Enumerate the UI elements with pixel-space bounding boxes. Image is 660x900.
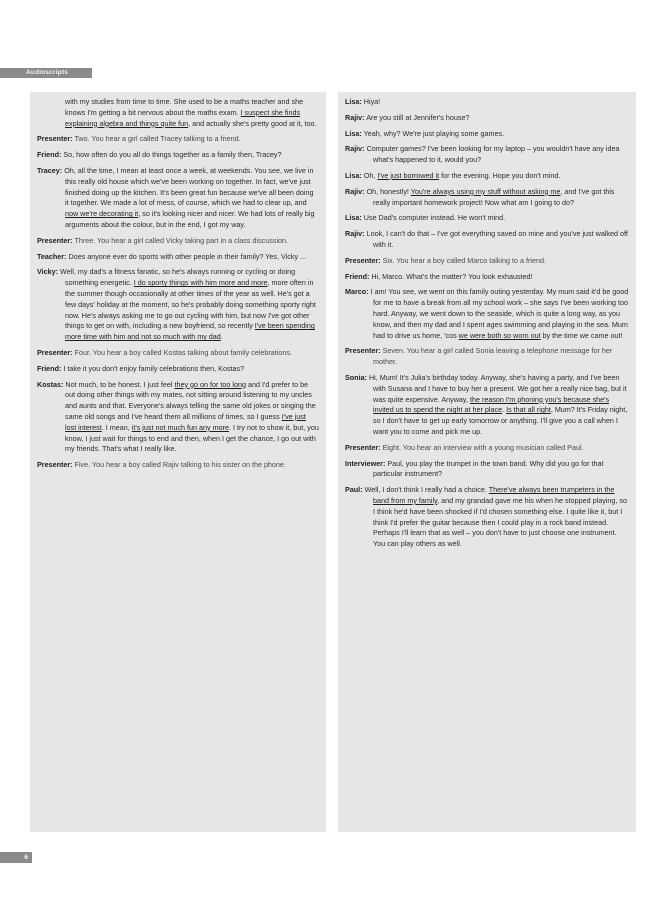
audioscript-column-right bbox=[338, 92, 636, 832]
underlined-answer: we were both so worn out bbox=[458, 330, 541, 340]
section-header-label: Audioscripts bbox=[26, 69, 69, 76]
speaker-name: Marco: bbox=[345, 287, 369, 297]
script-line-marco: Marco: I am! You see, we went on this family outing yesterday. My mum said it'd be good for me to have a break from all my school work – she says I've been working too hard. Anyway, we went down to the seaside, which is quite a long way, as you know, and then my dad and I spent ages swimming and playing in the sea. Mum had to drive us home, 'cos we were both so worn out by the time we came out! bbox=[345, 287, 629, 340]
speaker-name: Friend: bbox=[37, 150, 62, 160]
underlined-answer: it's just not much fun any more bbox=[131, 422, 229, 432]
script-line-presenter: Presenter: Three. You hear a girl called Vicky taking part in a class discussion. bbox=[37, 235, 289, 245]
script-line-rajiv: Rajiv: Are you still at Jennifer's house? bbox=[345, 112, 470, 122]
script-line-presenter: Presenter: Two. You hear a girl called Tracey talking to a friend. bbox=[37, 134, 241, 144]
underlined-answer: I've been spending more time with him and not so much with my dad bbox=[65, 321, 315, 342]
script-line-presenter: Presenter: Eight. You hear an interview with a young musician called Paul. bbox=[345, 442, 584, 452]
script-line-rajiv: Rajiv: Oh, honestly! You're always using my stuff without asking me, and I've got this really important homework project! Now what am I going to do? bbox=[345, 186, 615, 207]
speaker-name: Lisa: bbox=[345, 213, 362, 223]
speaker-name: Interviewer: bbox=[345, 458, 386, 468]
page-number: 6 bbox=[24, 854, 28, 861]
script-line-rajiv: Rajiv: Look, I can't do that – I've got everything saved on mine and you've just walked off with it. bbox=[345, 229, 628, 249]
script-line-friend: Friend: So, how often do you all do things together as a family then, Tracey? bbox=[37, 150, 282, 160]
underlined-answer: I do sporty things with him more and more bbox=[133, 278, 268, 288]
underlined-answer: I suspect she finds explaining algebra and things quite fun bbox=[65, 107, 301, 128]
script-line-presenter: Presenter: Seven. You hear a girl called Sonia leaving a telephone message for her mother. bbox=[345, 346, 613, 367]
underlined-answer: I've just lost interest bbox=[65, 411, 306, 432]
script-line-lisa: Lisa: Yeah, why? We're just playing some games. bbox=[345, 128, 505, 138]
underlined-answer: now we're decorating it bbox=[65, 209, 139, 219]
speaker-name: Lisa: bbox=[345, 170, 362, 180]
underlined-answer: the reason I'm phoning you's because she's invited us to spend the night at her place bbox=[373, 394, 610, 415]
speaker-name: Presenter: bbox=[37, 134, 73, 144]
audioscript-column-left bbox=[30, 92, 326, 832]
script-line-teacher: Teacher: Does anyone ever do sports with other people in their family? Yes, Vicky ... bbox=[37, 251, 307, 261]
speaker-name: Lisa: bbox=[345, 97, 362, 106]
speaker-name: Friend: bbox=[345, 271, 370, 281]
speaker-name: Tracey: bbox=[37, 165, 63, 175]
script-line-tracey: Tracey: Oh, all the time, I mean at least once a week, at weekends. You see, we live in this really old house which we've been working on together. In fact, we've just finished doing up the kitchen. It's been great fun because we've all been doing it together. We made a lot of mess, of course, which we had to clear up, and now we're decorating it, so it's looking nicer and nicer. We had lots of really big arguments about the colour, but in the end, I got my way. bbox=[37, 165, 315, 229]
section-header-bar bbox=[0, 68, 92, 78]
script-line-friend: Friend: Hi, Marco. What's the matter? You look exhausted! bbox=[345, 271, 533, 281]
script-line-lisa: Lisa: Oh, I've just borrowed it for the evening. Hope you don't mind. bbox=[345, 170, 561, 180]
speaker-name: Rajiv: bbox=[345, 144, 365, 154]
script-line-presenter: Presenter: Five. You hear a boy called Rajiv talking to his sister on the phone. bbox=[37, 460, 286, 470]
speaker-name: Presenter: bbox=[37, 460, 73, 470]
underlined-answer: You're always using my stuff without asking me bbox=[410, 186, 561, 196]
script-line-kostas: Kostas: Not much, to be honest. I just feel they go on for too long and I'd prefer to be out doing other things with my mates, not sitting around listening to my uncles and aunts and that. Everyone's always telling the same old jokes or singing the same old songs and I've heard them all millions of times, so I guess I've just lost interest. I mean, it's just not much fun any more. I try not to show it, but, you know, I just wait for things to end and then, when I get the chance, I go out with my friends. That's what I really like. bbox=[37, 379, 319, 454]
speaker-name: Lisa: bbox=[345, 128, 362, 138]
speaker-name: Rajiv: bbox=[345, 229, 365, 239]
script-line-paul: Paul: Well, I don't think I really had a choice. There've always been trumpeters in the band from my family, and my grandad gave me his when he stopped playing, so I think he'd have been shocked if I'd chosen something else. I quite like it, but I think I'd prefer the guitar because then I could play in a rock band instead. Perhaps I'll learn that as well – you don't have to just choose one instrument. You can play others as well. bbox=[345, 485, 627, 549]
speaker-name: Presenter: bbox=[37, 235, 73, 245]
script-line-lisa: Lisa: Hiya! bbox=[345, 97, 381, 106]
speaker-name: Rajiv: bbox=[345, 186, 365, 196]
speaker-name: Sonia: bbox=[345, 372, 367, 382]
script-line-presenter: Presenter: Six. You hear a boy called Marco talking to a friend. bbox=[345, 255, 546, 265]
underlined-answer: they go on for too long bbox=[174, 379, 246, 389]
script-line-rajiv: Rajiv: Computer games? I've been looking for my laptop – you wouldn't have any idea what's happened to it, would you? bbox=[345, 144, 620, 165]
underlined-answer: Is that all right bbox=[506, 405, 551, 415]
underlined-answer: There've always been trumpeters in the band from my family bbox=[373, 485, 615, 505]
script-line-sonia: Sonia: Hi, Mum! It's Julia's birthday today. Anyway, she's having a party, and I've been with Susana and I have to buy her a present. We got her a really nice bag, but it was quite expensive. Anyway, the reason I'm phoning you's because she's invited us to spend the night at her place. Is that all right, Mum? It's Friday night, so I don't have to get up early tomorrow or anything. I'll give you a call when I want you to come and pick me up. bbox=[345, 372, 628, 436]
page-number-tab bbox=[0, 852, 32, 863]
speaker-name: Presenter: bbox=[345, 346, 381, 356]
script-line-vicky: Vicky: Well, my dad's a fitness fanatic, so he's always running or cycling or doing something energetic. I do sporty things with him more and more, more often in the summer though occasionally at other times of the year as well. He's got a few days' holiday at the moment, so he's probably doing something sporty right now. He's always asking me to go out cycling with him, but now I've got other things to get on with, including a new boyfriend, so recently I've been spending more time with him and not so much with my dad. bbox=[37, 267, 316, 342]
speaker-name: Teacher: bbox=[37, 251, 67, 261]
script-line-lisa: Lisa: Use Dad's computer instead. He won't mind. bbox=[345, 213, 506, 223]
script-continuation: with my studies from time to time. She used to be a maths teacher and she knows I'm getting a bit nervous about the maths exam. I suspect she finds explaining algebra and things quite fun, and actually she's pretty good at it, too. bbox=[65, 97, 317, 128]
speaker-name: Rajiv: bbox=[345, 112, 365, 122]
speaker-name: Friend: bbox=[37, 363, 62, 373]
underlined-answer: I've just borrowed it bbox=[377, 170, 440, 180]
script-line-interviewer: Interviewer: Paul, you play the trumpet in the town band. Why did you go for that particular instrument? bbox=[345, 458, 604, 479]
speaker-name: Presenter: bbox=[37, 347, 73, 357]
speaker-name: Kostas: bbox=[37, 379, 64, 389]
script-line-presenter: Presenter: Four. You hear a boy called Kostas talking about family celebrations. bbox=[37, 347, 292, 357]
script-line-friend: Friend: I take it you don't enjoy family celebrations then, Kostas? bbox=[37, 363, 245, 373]
speaker-name: Vicky: bbox=[37, 267, 59, 277]
speaker-name: Presenter: bbox=[345, 442, 381, 452]
speaker-name: Paul: bbox=[345, 485, 363, 495]
speaker-name: Presenter: bbox=[345, 255, 381, 265]
